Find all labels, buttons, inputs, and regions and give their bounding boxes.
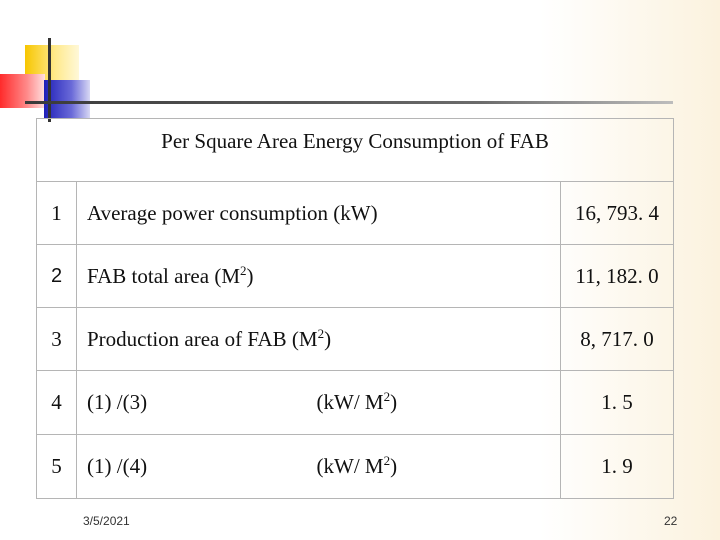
unit-end: ) [390,454,398,478]
label-text: FAB total area (M [87,263,240,288]
unit-text: (kW/ M [316,390,384,414]
row-number: 2 [37,245,77,308]
unit-text: (kW/ M [316,454,384,478]
row-number: 1 [37,182,77,245]
superscript: 2 [317,325,325,341]
decor-vertical-line [48,38,51,122]
row-value: 1. 9 [561,435,674,499]
unit-end: ) [390,390,398,414]
row-value: 11, 182. 0 [561,245,674,308]
row-value: 16, 793. 4 [561,182,674,245]
table-row [37,245,674,308]
row-label: Average power consumption (kW) [77,182,561,245]
row-label: (1) /(4) [77,435,317,499]
label-text: Production area of FAB (M [87,326,318,351]
row-number: 4 [37,371,77,435]
energy-consumption-table [36,118,674,499]
table-row [37,308,674,371]
superscript: 2 [240,262,247,278]
row-label: (1) /(3) [77,371,317,435]
table-title: Per Square Area Energy Consumption of FAB [37,119,674,182]
superscript: 2 [383,453,391,468]
decor-horizontal-rule [25,101,673,104]
row-label [77,245,561,308]
row-unit [317,371,561,435]
footer-date: 3/5/2021 [83,514,130,528]
row-unit [317,435,561,499]
row-number: 5 [37,435,77,499]
table-row [37,182,674,245]
row-label [77,308,561,371]
page-number: 22 [664,514,678,528]
row-value: 8, 717. 0 [561,308,674,371]
table-row [37,435,674,499]
row-value: 1. 5 [561,371,674,435]
superscript: 2 [383,389,391,404]
table-row [37,371,674,435]
label-end: ) [246,263,254,288]
label-end: ) [324,326,332,351]
table-title-row [37,119,674,182]
row-number: 3 [37,308,77,371]
